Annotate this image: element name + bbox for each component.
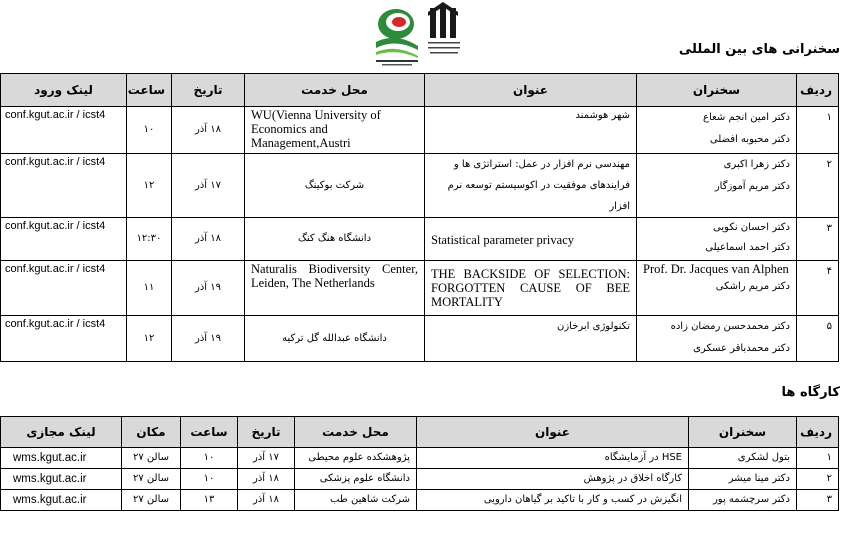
column-header: لینک ورود <box>1 74 127 107</box>
time: ۱۳ <box>181 490 238 511</box>
talk-title: تکنولوژی ابرخازن <box>425 316 637 362</box>
column-header: عنوان <box>417 417 689 448</box>
speakers-cell <box>637 316 797 362</box>
affiliation: Naturalis Biodiversity Center, Leiden, The Netherlands <box>245 261 425 316</box>
date: ۱۷ آذر <box>238 448 295 469</box>
time: ۱۲ <box>127 316 172 362</box>
time: ۱۲:۳۰ <box>127 218 172 261</box>
speeches-table <box>0 73 839 362</box>
speaker-name: دکتر امین انجم شعاع <box>703 112 790 123</box>
table-row <box>1 316 839 362</box>
speaker-name: دکتر محمدباقر عسکری <box>693 343 790 354</box>
entry-link[interactable]: conf.kgut.ac.ir / icst4 <box>1 316 127 362</box>
table-row <box>1 107 839 154</box>
speaker-name: دکتر زهرا اکبری <box>723 159 790 170</box>
entry-link[interactable]: conf.kgut.ac.ir / icst4 <box>1 261 127 316</box>
affiliation: شرکت شاهین طب <box>295 490 417 511</box>
time: ۱۰ <box>127 107 172 154</box>
date: ۱۸ آذر <box>238 469 295 490</box>
date: ۱۸ آذر <box>172 107 245 154</box>
workshop-title: کارگاه اخلاق در پژوهش <box>417 469 689 490</box>
column-header: سخنران <box>689 417 797 448</box>
university-logo-icon <box>372 2 462 70</box>
date: ۱۸ آذر <box>238 490 295 511</box>
table-header-row <box>1 74 839 107</box>
column-header: ردیف <box>797 417 839 448</box>
date: ۱۹ آذر <box>172 261 245 316</box>
row-number: ۲ <box>797 154 839 218</box>
column-header: عنوان <box>425 74 637 107</box>
table-row <box>1 154 839 218</box>
speaker-name: دکتر محبوبه افضلی <box>709 134 790 145</box>
speaker-name: دکتر احمد اسماعیلی <box>705 242 790 253</box>
green-swoosh-logo-icon <box>376 9 418 66</box>
row-number: ۳ <box>797 218 839 261</box>
speaker-name: Prof. Dr. Jacques van Alphen <box>643 262 789 276</box>
speaker-name: دکتر مریم آموزگار <box>714 181 790 192</box>
column-header: ساعت <box>181 417 238 448</box>
venue: سالن ۲۷ <box>122 469 181 490</box>
speeches-section-title: سخنرانی های بین المللی <box>678 42 840 57</box>
row-number: ۵ <box>797 316 839 362</box>
virtual-link[interactable]: wms.kgut.ac.ir <box>1 490 122 511</box>
speakers-cell <box>637 107 797 154</box>
column-header: لینک مجازی <box>1 417 122 448</box>
talk-title: THE BACKSIDE OF SELECTION: FORGOTTEN CAUSE OF BEE MORTALITY <box>425 261 637 316</box>
speaker-name: دکتر محمدحسن رمضان زاده <box>670 321 790 332</box>
date: ۱۸ آذر <box>172 218 245 261</box>
affiliation: دانشگاه علوم پزشکی <box>295 469 417 490</box>
column-header: محل خدمت <box>245 74 425 107</box>
table-row <box>1 469 839 490</box>
column-header: تاریخ <box>172 74 245 107</box>
table-header-row <box>1 417 839 448</box>
column-header: تاریخ <box>238 417 295 448</box>
affiliation: WU(Vienna University of Economics and Management,Austri <box>245 107 425 154</box>
row-number: ۱ <box>797 448 839 469</box>
talk-title: Statistical parameter privacy <box>425 218 637 261</box>
venue: سالن ۲۷ <box>122 490 181 511</box>
time: ۱۰ <box>181 448 238 469</box>
entry-link[interactable]: conf.kgut.ac.ir / icst4 <box>1 218 127 261</box>
entry-link[interactable]: conf.kgut.ac.ir / icst4 <box>1 107 127 154</box>
talk-title: مهندسی نرم افزار در عمل: استراتژی ها و فرایندهای موفقیت در اکوسیستم توسعه نرم افزار <box>425 154 637 218</box>
row-number: ۴ <box>797 261 839 316</box>
column-header: ردیف <box>797 74 839 107</box>
date: ۱۹ آذر <box>172 316 245 362</box>
table-row <box>1 261 839 316</box>
speakers-cell <box>637 261 797 316</box>
speaker-name: دکتر مریم راشکی <box>715 281 790 292</box>
workshops-section-title: کارگاه ها <box>781 385 840 400</box>
entry-link[interactable]: conf.kgut.ac.ir / icst4 <box>1 154 127 218</box>
affiliation: دانشگاه هنگ کنگ <box>245 218 425 261</box>
speaker-name: دکتر سرچشمه پور <box>689 490 797 511</box>
time: ۱۱ <box>127 261 172 316</box>
speaker-name: بتول لشکری <box>689 448 797 469</box>
row-number: ۱ <box>797 107 839 154</box>
workshops-table <box>0 416 839 511</box>
column-header: مکان <box>122 417 181 448</box>
row-number: ۲ <box>797 469 839 490</box>
time: ۱۰ <box>181 469 238 490</box>
affiliation: دانشگاه عبدالله گل ترکیه <box>245 316 425 362</box>
speakers-cell <box>637 218 797 261</box>
talk-title: شهر هوشمند <box>425 107 637 154</box>
date: ۱۷ آذر <box>172 154 245 218</box>
time: ۱۲ <box>127 154 172 218</box>
affiliation: شرکت بوکینگ <box>245 154 425 218</box>
row-number: ۳ <box>797 490 839 511</box>
speaker-name: دکتر مینا میشر <box>689 469 797 490</box>
virtual-link[interactable]: wms.kgut.ac.ir <box>1 448 122 469</box>
affiliation: پژوهشکده علوم محیطی <box>295 448 417 469</box>
column-header: محل خدمت <box>295 417 417 448</box>
virtual-link[interactable]: wms.kgut.ac.ir <box>1 469 122 490</box>
column-header: سخنران <box>637 74 797 107</box>
venue: سالن ۲۷ <box>122 448 181 469</box>
speakers-cell <box>637 154 797 218</box>
speaker-name: دکتر احسان نکویی <box>713 222 790 233</box>
table-row <box>1 218 839 261</box>
table-row <box>1 490 839 511</box>
workshop-title: HSE در آزمایشگاه <box>417 448 689 469</box>
table-row <box>1 448 839 469</box>
column-header: ساعت <box>127 74 172 107</box>
conference-logos <box>372 2 462 70</box>
black-emblem-logo-icon <box>428 2 460 54</box>
workshop-title: انگیزش در کسب و کار با تاکید بر گیاهان دارویی <box>417 490 689 511</box>
